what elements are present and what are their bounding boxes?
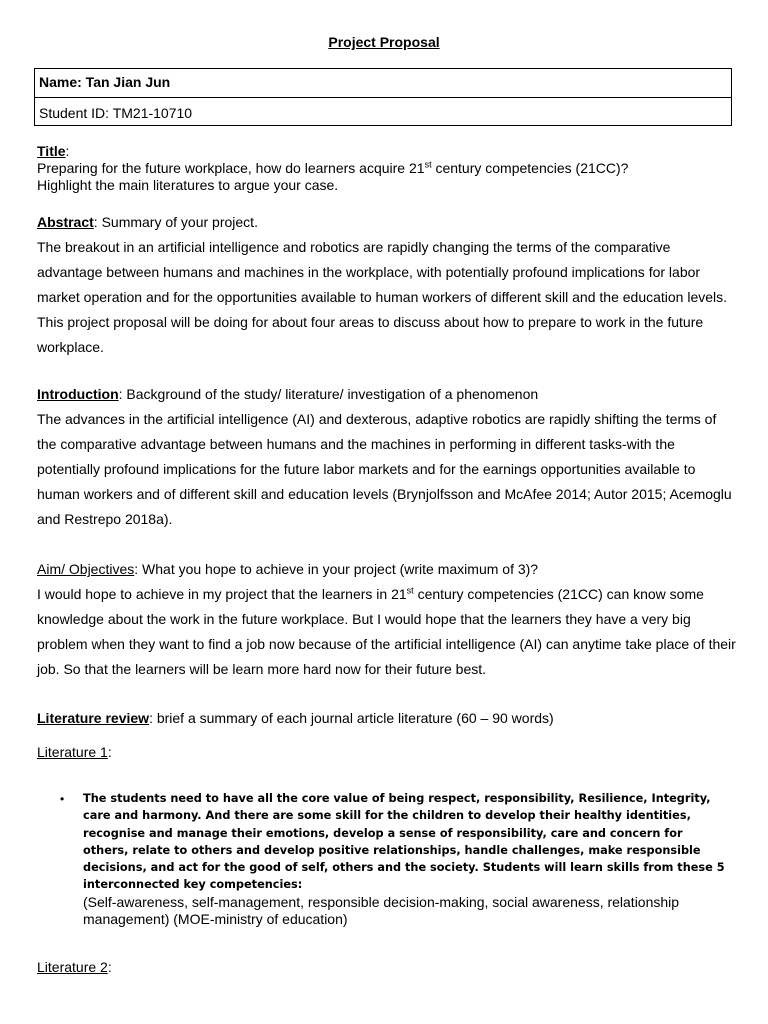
literature-1-summary — [83, 790, 728, 928]
title-heading-line — [37, 143, 737, 160]
introduction-section — [37, 382, 737, 532]
introduction-heading: Introduction — [37, 386, 119, 402]
abstract-prompt: : Summary of your project. — [93, 214, 258, 230]
title-text-a: Preparing for the future workplace, how do learners acquire 21 — [37, 160, 425, 176]
literature-review-heading: Literature review — [37, 710, 150, 726]
literature-2-label: Literature 2 — [37, 959, 108, 975]
literature-1-label: Literature 1 — [37, 744, 108, 760]
student-id-row — [35, 97, 731, 126]
aims-heading-line — [37, 557, 737, 582]
literature-review-heading-line — [37, 706, 737, 731]
introduction-prompt: : Background of the study/ literature/ investigation of a phenomenon — [118, 386, 539, 402]
literature-1-bold-text: The students need to have all the core value of being respect, responsibility, Resilience, Integrity, care and harmony. And there are some skill for the children to develop their healthy identities, recognise and manage their emotions, develop a sense of responsibility, care and concern for others, relate to others and develop positive relationships, handle challenges, make responsible decisions, and act for the good of self, others and the society. Students will learn skills from these 5 interconnected key competencies: — [83, 792, 725, 892]
title-heading: Title — [37, 143, 66, 159]
literature-1-label-line — [37, 740, 737, 765]
literature-review-prompt: : brief a summary of each journal article literature (60 – 90 words) — [149, 710, 554, 726]
title-sup: st — [424, 159, 432, 170]
title-text-line1 — [37, 160, 737, 177]
aims-section — [37, 557, 737, 682]
student-name: Name: Tan Jian Jun — [39, 74, 171, 90]
aims-body — [37, 582, 737, 682]
bullet-icon: • — [60, 792, 65, 806]
title-text-b: century competencies (21CC)? — [431, 160, 629, 176]
title-colon: : — [65, 143, 70, 159]
aims-sup: st — [406, 585, 414, 596]
literature-2-label-line — [37, 955, 737, 980]
student-id-value: TM21-10710 — [112, 105, 193, 121]
aims-heading: Aim/ Objectives — [37, 561, 135, 577]
introduction-body: The advances in the artificial intelligence (AI) and dexterous, adaptive robotics are rapidly shifting the terms of the comparative advantage between humans and the machines in performing in different tasks-with the potentially profound implications for the future labor markets and for the earnings opportunities available to human workers and of different skill and education levels (Brynjolfsson and McAfee 2014; Autor 2015; Acemoglu and Restrepo 2018a). — [37, 411, 732, 527]
abstract-body: The breakout in an artificial intelligence and robotics are rapidly changing the terms of the comparative advantage between humans and machines in the workplace, with potentially profound implications for labor market operation and for the opportunities available to human workers of different skill and the education levels. This project proposal will be doing for about four areas to discuss about how to prepare to work in the future workplace. — [37, 239, 728, 355]
aims-prompt: : What you hope to achieve in your project (write maximum of 3)? — [134, 561, 539, 577]
literature-1-normal-text: (Self-awareness, self-management, responsible decision-making, social awareness, relationship management) (MOE-ministry of education) — [83, 893, 680, 927]
literature-1-colon: : — [107, 744, 112, 760]
title-section — [37, 143, 737, 194]
abstract-section — [37, 210, 737, 360]
introduction-heading-line — [37, 382, 737, 407]
student-id-label: Student ID: — [39, 105, 113, 121]
abstract-heading-line — [37, 210, 737, 235]
page-title: Project Proposal — [328, 34, 440, 50]
aims-body-b: century competencies (21CC) can know some knowledge about the work in the future workplace. But I would hope that the learners they have a very big problem when they want to find a job now because of the artificial intelligence (AI) can anytime take place of their job. So that the learners will be learn more hard now for their future best. — [37, 586, 736, 677]
title-text-line2: Highlight the main literatures to argue your case. — [37, 177, 339, 193]
aims-body-a: I would hope to achieve in my project that the learners in 21 — [37, 586, 407, 602]
literature-2-colon: : — [107, 959, 112, 975]
student-info-box — [34, 68, 732, 126]
abstract-heading: Abstract — [37, 214, 94, 230]
